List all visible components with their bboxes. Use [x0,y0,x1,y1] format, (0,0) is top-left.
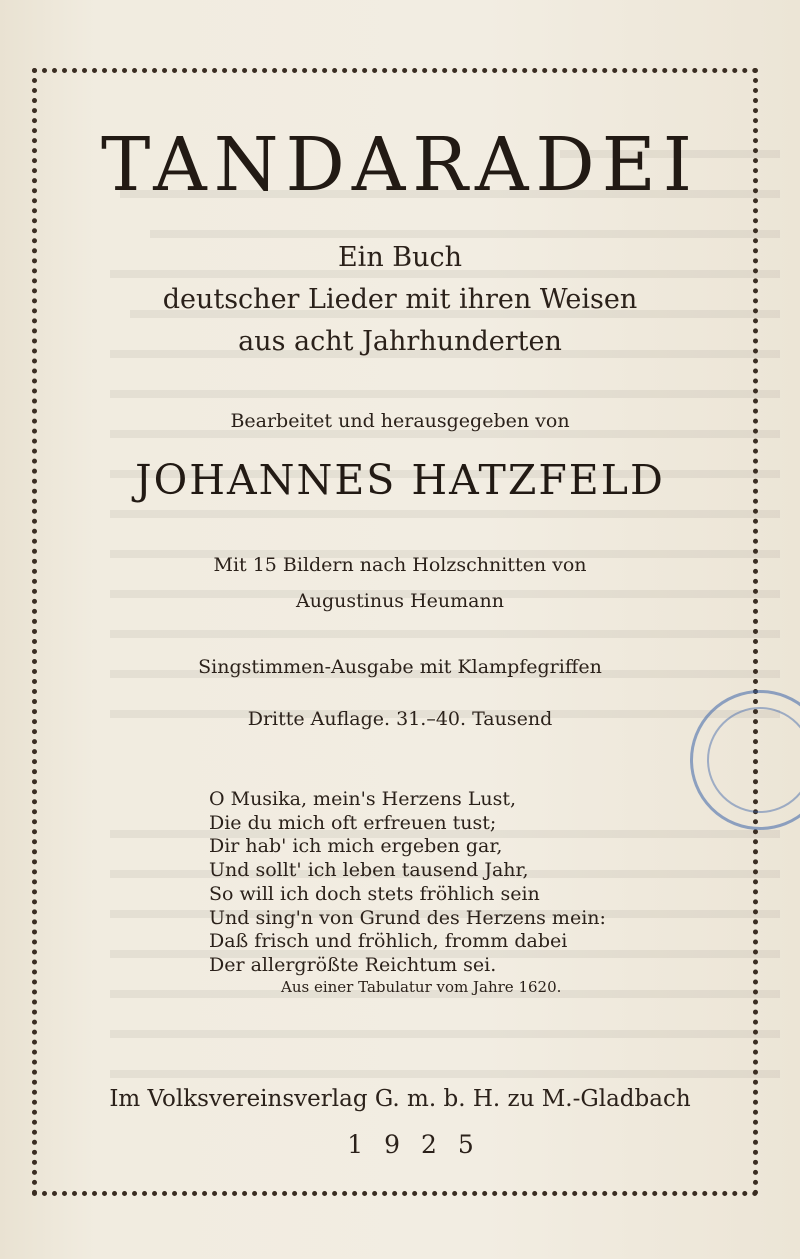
subtitle-line-1: Ein Buch [337,242,463,273]
library-stamp-inner-ring [707,707,800,813]
poem-line: Und sollt' ich leben tausend Jahr, [209,859,529,882]
poem-line: Dir hab' ich mich ergeben gar, [209,835,503,858]
publication-year: 1925 [347,1130,495,1159]
author-name: JOHANNES HATZFELD [135,456,665,504]
illustration-credit-line-2: Augustinus Heumann [296,590,504,612]
editor-credit: Bearbeitet und herausgegeben von [230,410,570,432]
poem-line: Die du mich oft erfreuen tust; [209,811,497,834]
poem-line: Der allergrößte Reichtum sei. [209,953,497,976]
edition-note: Singstimmen-Ausgabe mit Klampfegriffen [198,656,602,678]
poem-line: O Musika, mein's Herzens Lust, [209,788,517,810]
book-title: TANDARADEI [100,122,699,208]
poem-line: Daß frisch und fröhlich, fromm dabei [209,930,568,953]
subtitle-line-2: deutscher Lieder mit ihren Weisen [162,284,638,315]
poem-source: Aus einer Tabulatur vom Jahre 1620. [281,978,562,996]
printing-note: Dritte Auflage. 31.–40. Tausend [247,708,553,730]
publisher-imprint: Im Volksvereinsverlag G. m. b. H. zu M.-Gladbach [109,1086,691,1112]
subtitle-line-3: aus acht Jahrhunderten [238,326,562,357]
poem-line: Und sing'n von Grund des Herzens mein: [209,906,606,929]
illustration-credit-line-1: Mit 15 Bildern nach Holzschnitten von [213,554,587,576]
epigraph-poem [209,788,606,978]
poem-line: So will ich doch stets fröhlich sein [209,882,540,905]
dotted-border [32,68,758,1196]
